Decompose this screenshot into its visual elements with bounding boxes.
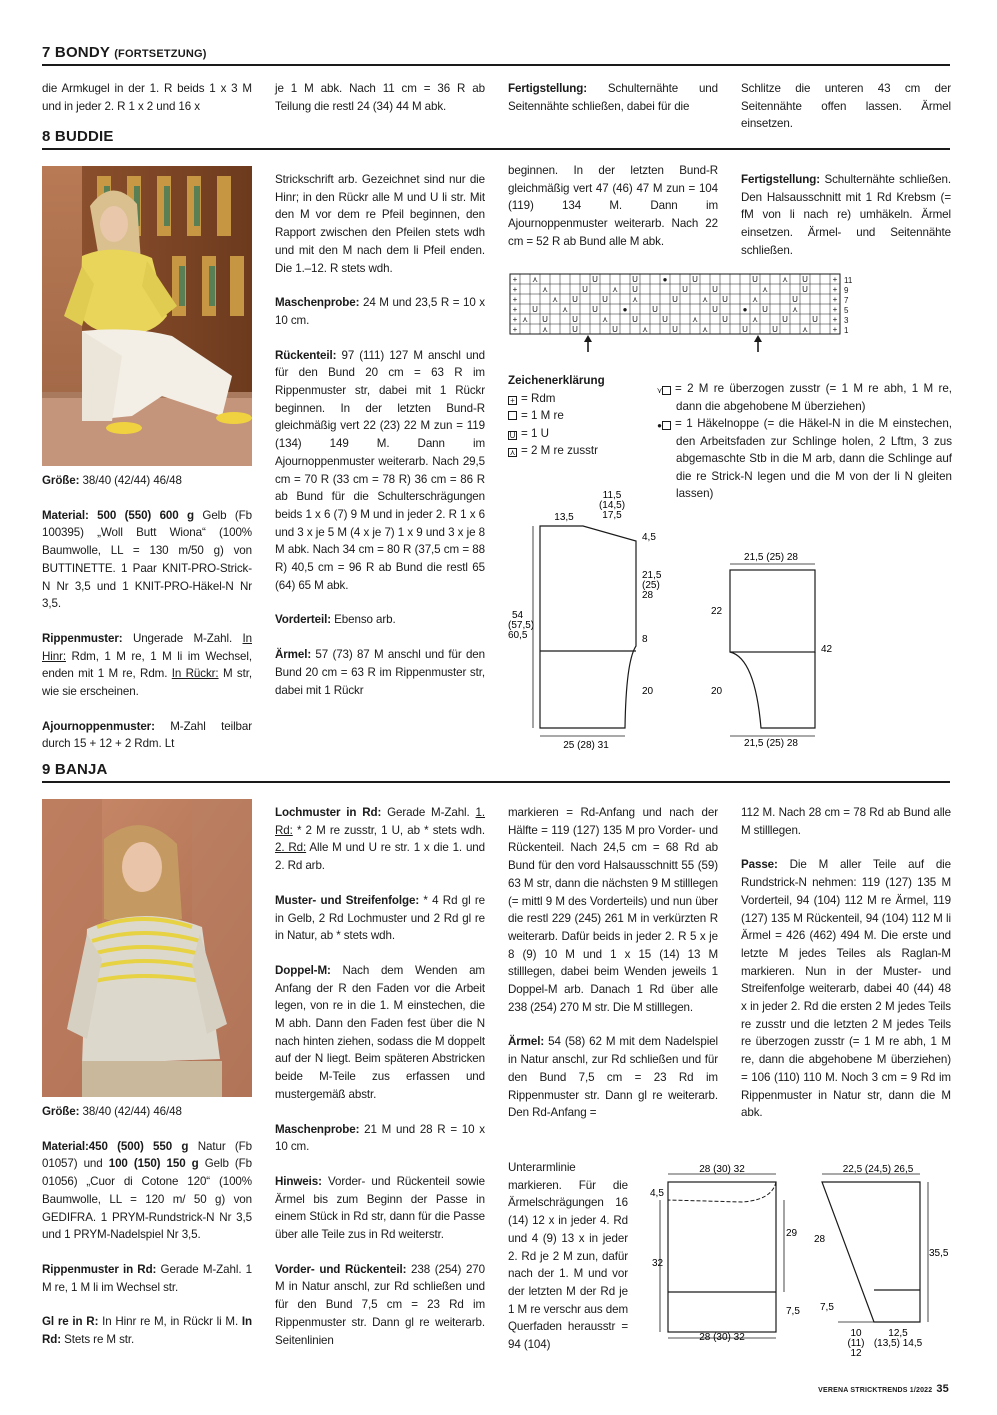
banja-maschenprobe: [275, 1121, 485, 1156]
legend-item-zusstr: [508, 442, 658, 460]
chart-cell-symbol: +: [512, 285, 518, 294]
chart-cell-symbol: ⋏: [782, 275, 788, 284]
section7-col4: [741, 80, 951, 133]
schema8-sleeve-bund: 20: [711, 686, 723, 697]
chart-cell-symbol: U: [662, 315, 668, 324]
chart-cell-symbol: U: [572, 325, 578, 334]
banja-photo: [42, 799, 252, 1097]
schema8-total3: 60,5: [508, 630, 528, 641]
chart-cell-symbol: ⋏: [692, 315, 698, 324]
chart-cell-symbol: U: [592, 275, 598, 284]
banja-loch-2-text: Alle M und U re str. 1 x die 1. und 2. Rd arb.: [275, 841, 485, 873]
buddie-sleeve-schema: [705, 548, 845, 752]
buddie-legend: [508, 372, 658, 460]
banja-rippen: [42, 1261, 252, 1296]
legend-u-icon: U: [509, 430, 516, 440]
banja-glre-label: Gl re in R:: [42, 1315, 99, 1329]
schema8-top2: (14,5): [598, 500, 626, 511]
banja-doppel-label: Doppel-M:: [275, 963, 331, 977]
chart-cell-symbol: U: [672, 325, 678, 334]
section9-col2: [275, 804, 485, 1349]
buddie-aermel: [275, 646, 485, 699]
chart-cell-symbol: ⋏: [542, 325, 548, 334]
legend-rdm-icon: +: [508, 396, 517, 405]
chart-cell-symbol: U: [572, 315, 578, 324]
buddie-vorderteil-text: Ebenso arb.: [331, 613, 396, 627]
buddie-ajour: [42, 718, 252, 753]
buddie-fertig-label: Fertigstellung:: [741, 173, 821, 186]
chart-cell-symbol: U: [802, 275, 808, 284]
section9-col4: [741, 804, 951, 1122]
banja-glre-rd-label: In Rd:: [42, 1315, 252, 1347]
chart-cell-symbol: ⋏: [752, 315, 758, 324]
buddie-aermel-label: Ärmel:: [275, 648, 312, 662]
banja-loch: [275, 804, 485, 875]
legend-ueberzogen-text: = 2 M re überzogen zusstr (= 1 M re abh, 1 M re, dann die abgehobene M überziehen): [675, 382, 952, 413]
schema8-sleeve-top: 21,5 (25) 28: [744, 552, 798, 563]
section9-rule: [42, 781, 950, 783]
chart-cell-symbol: ⋏: [612, 285, 618, 294]
buddie-material-amount: 500 (550) 600 g: [88, 508, 195, 522]
banja-rippen-text: Gerade M-Zahl. 1 M re, 1 M li im Wechsel str.: [42, 1262, 253, 1294]
buddie-aermel-text: 57 (73) 87 M anschl und für den Bund 20 cm = 63 R im Rippenmuster str, dabei mit 1 Rückr: [275, 648, 485, 697]
section7-subtitle: (FORTSETZUNG): [114, 48, 207, 60]
schema8-total1: 54: [512, 610, 524, 621]
footer-page-number: 35: [936, 1383, 949, 1395]
banja-hinweis-text: Vorder- und Rückenteil sowie Ärmel bis zum Beginn der Passe in einem Stück in Rd str, dann für die Passe über alle Teile zus in Rd weiterstr.: [275, 1174, 485, 1242]
section7-col2: [275, 80, 485, 115]
chart-cell-symbol: U: [682, 285, 688, 294]
banja-material-amount2: 100 (150) 150 g: [108, 1157, 199, 1171]
banja-body-schema: [646, 1160, 806, 1345]
chart-cell-symbol: ●: [662, 275, 668, 284]
chart-cell-symbol: U: [602, 295, 608, 304]
banja-loch-1-text: * 2 M re zusstr, 1 U, ab * stets wdh.: [292, 823, 485, 837]
buddie-ajour-text: M-Zahl teilbar durch 15 + 12 + 2 Rdm. Lt: [42, 719, 252, 751]
knitting-chart-svg: [508, 272, 858, 352]
chart-cell-symbol: ●: [742, 305, 748, 314]
chart-cell-symbol: ⋏: [702, 325, 708, 334]
buddie-material-label: Material:: [42, 508, 89, 522]
schema9-neck: 4,5: [650, 1188, 664, 1199]
banja-aermel-text: 54 (58) 62 M mit dem Nadelspiel in Natur anschl, zur Rd schließen und für den Bund 7,5 cm = 23 Rd im Rippenmuster str. Dann gl re weiterarb. Den Rd-Anfang =: [508, 1035, 718, 1120]
section7-title-text: 7 BONDY: [42, 44, 110, 61]
legend-item-ueberzogen: [656, 380, 952, 415]
chart-cell-symbol: ⋏: [762, 285, 768, 294]
banja-hinweis-label: Hinweis:: [275, 1174, 322, 1188]
chart-cell-symbol: U: [652, 305, 658, 314]
banja-muster: [275, 892, 485, 945]
schema8-total2: (57,5): [508, 620, 535, 631]
buddie-fertig: [741, 171, 951, 260]
banja-groesse: [42, 1103, 252, 1121]
banja-passe-text: Die M aller Teile auf die Rundstrick-N nehmen: 119 (127) 135 M Vorderteil, 94 (104) 112 M re Ärmel, 119 (127) 135 M Rückenteil, 94 (104) 112 M li Ärmel = 426 (462) 494 M. Die erste und letzte M jedes Teiles als Raglan-M markieren. Nun in der Muster- und Streifenfolge weiterarb, dabei 40 (44) 48 x in jeder 2. Rd die ersten 2 M jedes Teils re zusstr und die letzten 2 M jedes Teils re überzogen zusstr (= 1 M re abh, 1 M re, dann die abgehobene M überziehen) = 106 (110) 110 M. Noch 3 cm = 9 Rd im Rippenmuster in Natur str, dann die M abk.: [741, 858, 951, 1120]
chart-row-number: 1: [844, 326, 849, 335]
schema8-neck: 4,5: [642, 532, 656, 543]
chart-cell-symbol: +: [832, 285, 838, 294]
schema9-width: 28 (30) 32: [699, 1332, 745, 1343]
banja-vr-label: Vorder- und Rückenteil:: [275, 1262, 407, 1276]
chart-cell-symbol: U: [692, 275, 698, 284]
chart-cell-symbol: U: [672, 295, 678, 304]
schema8-top3: 17,5: [602, 510, 622, 521]
banja-material-amount1: 450 (500) 550 g: [88, 1139, 189, 1153]
banja-doppel-text: Nach dem Wenden am Anfang der R den Faden vor die Arbeit legen, von re in die 1. M einstechen, die M abh. Dann den Faden fest über die N nach hinten ziehen, sodass die M doppelt auf der N liegt. Beim späteren Abstricken beide M-Teile zus erfassen und mustergemäß abstr.: [275, 963, 485, 1101]
chart-cell-symbol: U: [772, 325, 778, 334]
buddie-material-text: Gelb (Fb 100395) „Woll Butt Wiona“ (100% Baumwolle, LL = 130 m/50 g) von BUTTINETTE. 1 Paar KNIT-PRO-Strick-N Nr 3,5 und 1 KNIT-PRO-Häkel-N Nr 3,5.: [42, 508, 252, 611]
chart-cell-symbol: U: [722, 315, 728, 324]
buddie-photo: [42, 166, 252, 466]
chart-cell-symbol: ⋏: [522, 315, 528, 324]
chart-cell-symbol: ⋏: [532, 275, 538, 284]
chart-row-number: 11: [844, 276, 853, 285]
section7-col4-text: Schlitze die unteren 43 cm der Seitennähte offen lassen. Ärmel einsetzen.: [741, 82, 951, 131]
chart-cell-symbol: +: [832, 325, 838, 334]
chart-cell-symbol: U: [532, 305, 538, 314]
legend-item-noppe: [657, 415, 952, 503]
schema9-sleeve-bund: 7,5: [820, 1302, 834, 1313]
schema8-slant: 8: [642, 634, 648, 645]
buddie-fertig-text: Schulternähte schließen. Den Halsausschnitt mit 1 Rd Krebsm (= fM von li nach re) umhäkeln. Ärmel einsetzen. Ärmel- und Seitennähte schließen.: [741, 173, 951, 257]
legend-zusstr-icon: ⋏: [509, 448, 516, 457]
schema9-sleeve-top: 22,5 (24,5) 26,5: [842, 1164, 914, 1175]
schema8-arm3: 28: [642, 590, 654, 601]
buddie-rippen-rueckr-text: M str, wie sie erscheinen.: [42, 667, 252, 699]
banja-sleeve-schema: [808, 1160, 958, 1370]
section9-col1: [42, 1103, 252, 1349]
banja-vr: [275, 1261, 485, 1350]
section7-col2-text: je 1 M abk. Nach 11 cm = 36 R ab Teilung die restl 24 (34) 44 M abk.: [275, 82, 485, 113]
banja-maschenprobe-label: Maschenprobe:: [275, 1122, 360, 1136]
schema8-sleeve-upper: 22: [711, 606, 723, 617]
chart-cell-symbol: U: [712, 285, 718, 294]
chart-cell-symbol: ⋏: [802, 325, 808, 334]
chart-cell-symbol: U: [632, 315, 638, 324]
chart-row-number: 9: [844, 286, 849, 295]
buddie-maschenprobe: [275, 294, 485, 329]
buddie-photo-illustration: [42, 166, 252, 466]
legend-zusstr-text: = 2 M re zusstr: [521, 444, 598, 457]
chart-cell-symbol: U: [582, 285, 588, 294]
banja-vr-text: 238 (254) 270 M in Natur anschl, zur Rd schließen und für den Bund 7,5 cm = 23 Rd im Rippenmuster str. Dann gl re weiterarb. Seitenlinien: [275, 1262, 485, 1347]
chart-arrow-head: [754, 335, 762, 342]
body-schema-svg: [508, 486, 688, 752]
schema9-sleeve-b1: 10: [850, 1328, 862, 1339]
chart-cell-symbol: +: [512, 315, 518, 324]
buddie-vorderteil: [275, 611, 485, 629]
buddie-vorderteil-label: Vorderteil:: [275, 613, 332, 627]
buddie-strickschrift: Strickschrift arb. Gezeichnet sind nur die Hinr; in den Rückr alle M und U li str. Mit den M vor dem re Pfeil beginnen, den Rapport zwischen den Pfeilen stets wdh und mit den M nach dem li Pfeil enden. Die 1.–12. R stets wdh.: [275, 173, 485, 275]
section8-title: [42, 128, 114, 145]
banja-loch-1-label: 1. Rd:: [275, 806, 486, 837]
chart-cell-symbol: ⋏: [632, 295, 638, 304]
banja-glre-text: In Hinr re M, in Rückr li M.: [98, 1315, 242, 1329]
banja-loch-label: Lochmuster in Rd:: [275, 806, 382, 819]
buddie-rippen-hinr-text: Rdm, 1 M re, 1 M li im Wechsel, enden mit 1 M re, Rdm.: [42, 649, 252, 681]
chart-cell-symbol: U: [572, 295, 578, 304]
banja-passe-label: Passe:: [741, 858, 778, 872]
sleeve-schema-svg: [705, 548, 845, 752]
chart-cell-symbol: U: [722, 295, 728, 304]
banja-glre-rd-text: Stets re M str.: [61, 1333, 135, 1347]
section7-col3-text: Schulternähte und Seitennähte schließen, dabei für die: [508, 82, 718, 113]
banja-body-schema-svg: [646, 1160, 806, 1345]
chart-cell-symbol: +: [512, 305, 518, 314]
chart-cell-symbol: U: [812, 315, 818, 324]
schema9-sleeve-b5: (13,5) 14,5: [873, 1338, 923, 1349]
chart-cell-symbol: ⋏: [552, 295, 558, 304]
footer-magazine: VERENA STRICKTRENDS 1/2022: [818, 1387, 933, 1394]
schema8-shoulder: 13,5: [554, 512, 574, 523]
banja-material-text-a: Natur (Fb 01057) und: [42, 1139, 253, 1171]
schema9-sleeve-slope: 28: [814, 1234, 826, 1245]
schema9-sleeve-b2: (11): [847, 1338, 865, 1349]
chart-cell-symbol: U: [632, 275, 638, 284]
chart-cell-symbol: +: [832, 305, 838, 314]
section7-col1-text: die Armkugel in der 1. R beids 1 x 3 M und in jeder 2. R 1 x 2 und 16 x: [42, 82, 252, 113]
buddie-rueckenteil-text: 97 (111) 127 M anschl und für den Bund 20 cm = 63 R im Rippenmuster str, dabei mit 1 Rückr beginnen. In der letzten Bund-R gleichmäßig vert 22 (23) 22 M zun = 119 (134) 149 M. Dann im Ajournoppenmuster weiterarb. Nach 29,5 cm = 70 R (33 cm = 78 R) 36 cm = 86 R ab Bund für die Schulterschrägungen beids 1 x 6 (7) 9 M und in jeder 2. R 1 x 6 und 3 x je 5 M (4 x je 7) 1 x 9 und 3 x je 8 M abk. Nach 34 cm = 80 R (37,5 cm = 88 R) 40,5 cm = 96 R ab Bund die restl 65 (64) 65 M abk.: [275, 348, 485, 592]
buddie-knitting-chart: [508, 272, 858, 352]
chart-cell-symbol: U: [752, 275, 758, 284]
schema9-top: 28 (30) 32: [699, 1164, 745, 1175]
buddie-rippen: [42, 630, 252, 701]
schema9-sleeve-height: 35,5: [929, 1248, 949, 1259]
section7-fertig-label: Fertigstellung:: [508, 82, 588, 95]
chart-cell-symbol: U: [712, 305, 718, 314]
banja-muster-text: * 4 Rd gl re in Gelb, 2 Rd Lochmuster und 2 Rd gl re in Natur, ab * stets wdh.: [275, 893, 485, 943]
banja-rippen-label: Rippenmuster in Rd:: [42, 1262, 157, 1276]
legend-noppe-text: = 1 Häkelnoppe (= die Häkel-N in die M einstechen, den Arbeitsfaden zur Schlinge holen, 2 Lftm, 3 zus abgemaschte Stb in die M arb, dann die Schlinge auf die re Strick-N legen und die M von der li N gleiten lassen): [675, 417, 952, 500]
chart-row-number: 3: [844, 316, 849, 325]
chart-cell-symbol: ⋏: [642, 325, 648, 334]
page-footer: [818, 1383, 949, 1395]
banja-material-text-b: Gelb (Fb 01056) „Cuor di Cotone 120“ (100% Baumwolle, LL = 120 m/ 50 g) von GEDIFRA. 1 PRYM-Rundstrick-N Nr 3,5 und 1 PRYM-Nadelspiel Nr 3,5.: [42, 1157, 252, 1242]
chart-cell-symbol: U: [742, 325, 748, 334]
chart-cell-symbol: U: [612, 325, 618, 334]
schema8-sleeve-bottom: 21,5 (25) 28: [744, 738, 798, 749]
schema9-bund: 7,5: [786, 1306, 800, 1317]
banja-muster-label: Muster- und Streifenfolge:: [275, 893, 420, 907]
banja-hinweis: [275, 1173, 485, 1244]
buddie-rueckenteil-label: Rückenteil:: [275, 348, 337, 362]
section9-title: [42, 761, 108, 778]
legend-u-text: = 1 U: [521, 426, 550, 440]
buddie-col3-text: beginnen. In der letzten Bund-R gleichmäßig vert 47 (46) 47 M zun = 104 (119) 134 M. Dann im Ajournoppenmuster weiterarb. Nach 22 cm = 52 R ab Bund alle M abk.: [508, 164, 718, 248]
banja-passe: [741, 856, 951, 1122]
chart-cell-symbol: U: [632, 285, 638, 294]
legend-item-re: [508, 407, 658, 425]
chart-cell-symbol: +: [832, 275, 838, 284]
section7-col3: [508, 80, 718, 115]
buddie-legend-right: [656, 380, 952, 503]
schema8-top1: 11,5: [602, 490, 622, 501]
buddie-rippen-text: Ungerade M-Zahl.: [122, 631, 233, 645]
banja-aermel-narrow-text: Unterarmlinie markieren. Für die Ärmelschrägungen 16 (14) 12 x in jeder 4. Rd und 4 (9) 13 x in jeder 2. Rd je 2 M zun, dafür nach der 1. M und vor der letzten M der Rd je 1 M re verschr aus dem Querfaden herausstr = 94 (104): [508, 1161, 628, 1352]
schema9-height: 32: [652, 1258, 664, 1269]
chart-cell-symbol: U: [782, 315, 788, 324]
banja-col3-text: markieren = Rd-Anfang und nach der Hälfte = 119 (127) 135 M pro Vorder- und Rückenteil. Nach 24,5 cm = 68 Rd ab Bund für den vord Halsausschnitt 55 (59) 63 M str, dann die nächsten 9 M stilllegen (= mittl 9 M des Vorderteils) und nun über die restl 229 (245) 261 M in verkürzten R weiterarb. Dafür beids in jeder 2. R 5 x je 8 (9) 10 M und 1 x 15 (14) 13 M stilllegen, dabei beim Wenden jeweils 1 Doppel-M arb. Danach 1 Rd über alle 238 (254) 270 M str. Die M stilllegen.: [508, 806, 718, 1014]
banja-material-label: Material:: [42, 1139, 89, 1153]
chart-cell-symbol: ⋏: [792, 305, 798, 314]
buddie-rippen-hinr-label: In Hinr:: [42, 631, 252, 663]
chart-cell-symbol: +: [832, 315, 838, 324]
chart-cell-symbol: ⋏: [752, 295, 758, 304]
buddie-rueckenteil: [275, 347, 485, 595]
chart-row-number: 5: [844, 306, 849, 315]
buddie-rippen-label: Rippenmuster:: [42, 631, 123, 645]
buddie-ajour-label: Ajournoppenmuster:: [42, 719, 155, 733]
section9-col3-narrow: [508, 1159, 628, 1354]
section8-title-text: 8 BUDDIE: [42, 128, 114, 145]
banja-col4-text: 112 M. Nach 28 cm = 78 Rd ab Bund alle M stilllegen.: [741, 806, 951, 837]
buddie-groesse: [42, 472, 252, 490]
banja-aermel: [508, 1033, 718, 1122]
buddie-groesse-label: Größe:: [42, 474, 80, 487]
legend-noppe-icon: ●: [662, 421, 671, 430]
buddie-material: [42, 507, 252, 613]
schema8-arm1: 21,5: [642, 570, 662, 581]
chart-cell-symbol: ⋏: [562, 305, 568, 314]
section8-col2: [275, 171, 485, 699]
chart-cell-symbol: +: [512, 325, 518, 334]
chart-row-number: 7: [844, 296, 849, 305]
chart-cell-symbol: U: [542, 315, 548, 324]
chart-cell-symbol: U: [802, 285, 808, 294]
banja-aermel-label: Ärmel:: [508, 1035, 545, 1049]
section8-rule: [42, 148, 950, 150]
banja-sleeve-schema-svg: [808, 1160, 958, 1370]
schema8-sleeve-total: 42: [821, 644, 833, 655]
banja-groesse-label: Größe:: [42, 1105, 80, 1118]
banja-loch-2-label: 2. Rd:: [275, 841, 307, 855]
chart-cell-symbol: ⋏: [602, 315, 608, 324]
banja-maschenprobe-text: 21 M und 28 R = 10 x 10 cm.: [275, 1122, 485, 1154]
chart-cell-symbol: U: [792, 295, 798, 304]
section8-col4: [741, 171, 951, 260]
banja-groesse-text: 38/40 (42/44) 46/48: [79, 1105, 182, 1118]
legend-re-text: = 1 M re: [521, 409, 564, 422]
chart-cell-symbol: ●: [622, 305, 628, 314]
schema9-side: 29: [786, 1228, 798, 1239]
legend-re-icon: [508, 411, 517, 420]
chart-cell-symbol: ⋏: [702, 295, 708, 304]
chart-cell-symbol: ⋏: [542, 285, 548, 294]
section7-rule: [42, 64, 950, 66]
schema9-sleeve-b4: 12,5: [888, 1328, 908, 1339]
section8-col1: [42, 472, 252, 753]
schema8-arm2: (25): [642, 580, 660, 591]
banja-photo-illustration: [42, 799, 252, 1097]
section9-col3: [508, 804, 718, 1122]
section7-title: [42, 44, 207, 61]
section7-col1: [42, 80, 252, 115]
schema8-bund: 20: [642, 686, 654, 697]
schema9-sleeve-b3: 12: [850, 1348, 862, 1359]
legend-rdm-text: = Rdm: [521, 391, 556, 405]
chart-cell-symbol: +: [512, 275, 518, 284]
chart-cell-symbol: U: [762, 305, 768, 314]
buddie-maschenprobe-label: Maschenprobe:: [275, 296, 360, 310]
buddie-body-schema: [508, 486, 688, 752]
banja-material: [42, 1138, 252, 1244]
buddie-maschenprobe-text: 24 M und 23,5 R = 10 x 10 cm.: [275, 296, 485, 327]
legend-ueberzogen-icon: ⋎: [662, 386, 671, 395]
schema8-width: 25 (28) 31: [563, 740, 609, 751]
section9-title-text: 9 BANJA: [42, 761, 108, 778]
banja-doppel: [275, 962, 485, 1104]
banja-loch-text: Gerade M-Zahl.: [381, 806, 470, 819]
legend-item-rdm: [508, 390, 658, 408]
section8-col3: [508, 162, 718, 251]
buddie-groesse-text: 38/40 (42/44) 46/48: [79, 474, 182, 487]
chart-arrow-head: [584, 335, 592, 342]
legend-item-u: [508, 425, 658, 443]
banja-glre: [42, 1313, 252, 1348]
chart-cell-symbol: U: [592, 305, 598, 314]
chart-cell-symbol: +: [512, 295, 518, 304]
chart-cell-symbol: +: [832, 295, 838, 304]
buddie-rippen-rueckr-label: In Rückr:: [171, 667, 219, 681]
legend-title: Zeichenerklärung: [508, 374, 605, 387]
